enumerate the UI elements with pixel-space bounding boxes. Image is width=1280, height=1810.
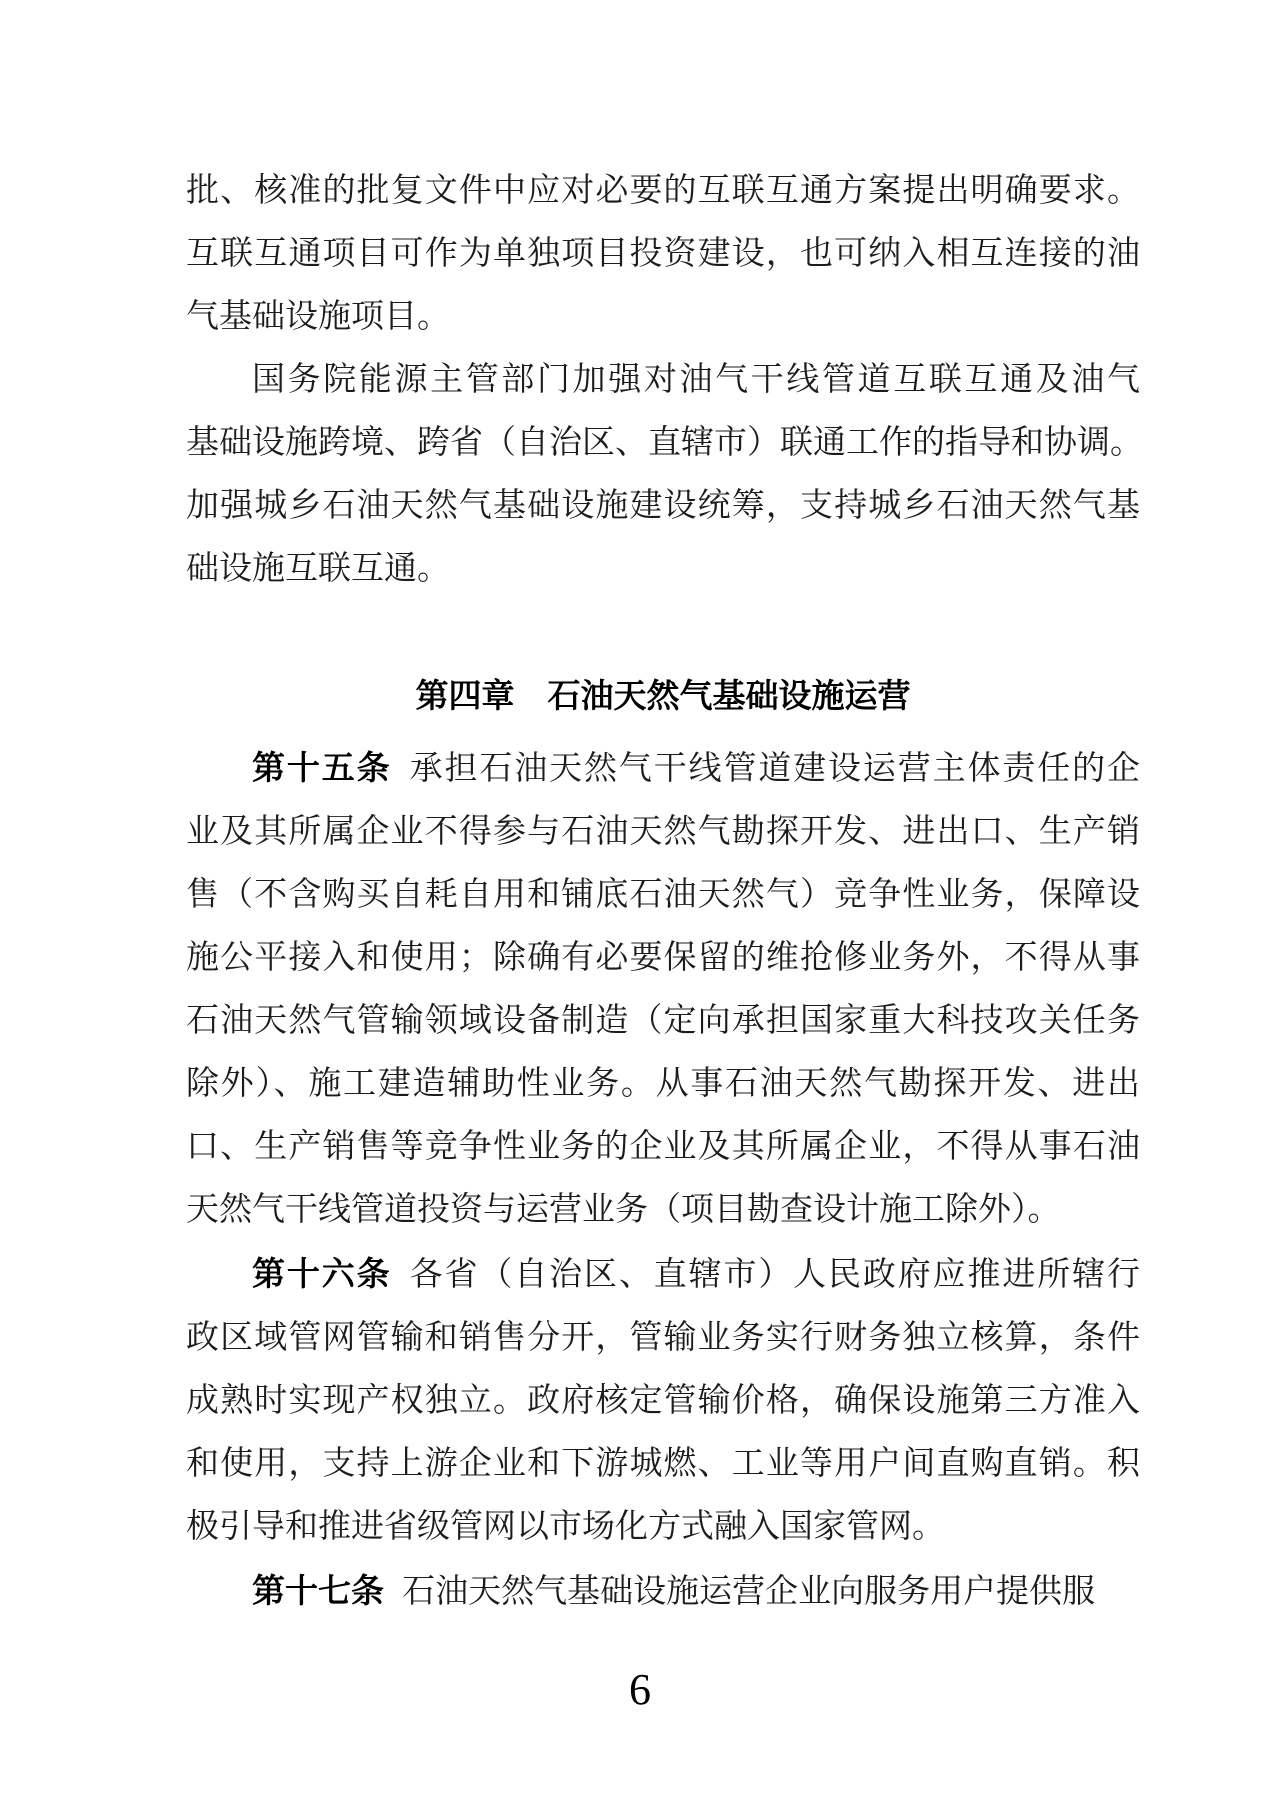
text-line: 础设施互联互通。 <box>186 551 450 587</box>
page-number: 6 <box>629 1665 651 1714</box>
text-line: 基础设施跨境、跨省（自治区、直辖市）联通工作的指导和协调。 <box>186 425 1143 461</box>
text-line: 极引导和推进省级管网以市场化方式融入国家管网。 <box>186 1509 945 1545</box>
chapter-heading: 第四章 石油天然气基础设施运营 <box>415 677 911 714</box>
text-line: 和使用，支持上游企业和下游城燃、工业等用户间直购直销。积 <box>186 1446 1140 1482</box>
article-first-line: 第十五条 承担石油天然气干线管道建设运营主体责任的企 <box>252 749 1141 787</box>
page-footer <box>0 1665 1280 1714</box>
text-line: 政区域管网管输和销售分开，管输业务实行财务独立核算，条件 <box>186 1320 1140 1356</box>
text-line: 气基础设施项目。 <box>186 299 450 335</box>
article-number: 第十五条 <box>252 749 392 786</box>
text-line: 天然气干线管道投资与运营业务（项目勘查设计施工除外）。 <box>186 1192 1061 1228</box>
text-line: 加强城乡石油天然气基础设施建设统筹，支持城乡石油天然气基 <box>186 488 1140 524</box>
text-line: 除外）、施工建造辅助性业务。从事石油天然气勘探开发、进出 <box>186 1066 1140 1102</box>
text-line: 国务院能源主管部门加强对油气干线管道互联互通及油气 <box>252 362 1140 398</box>
text-line: 业及其所属企业不得参与石油天然气勘探开发、进出口、生产销 <box>186 814 1140 850</box>
text-line: 批、核准的批复文件中应对必要的互联互通方案提出明确要求。 <box>186 173 1140 209</box>
article-first-line: 第十六条 各省（自治区、直辖市）人民政府应推进所辖行 <box>252 1255 1141 1293</box>
text-line: 口、生产销售等竞争性业务的企业及其所属企业，不得从事石油 <box>186 1129 1140 1165</box>
document-body <box>186 160 1143 1624</box>
text-line: 石油天然气管输领域设备制造（定向承担国家重大科技攻关任务 <box>186 1003 1140 1039</box>
text-line: 施公平接入和使用；除确有必要保留的维抢修业务外，不得从事 <box>186 940 1140 976</box>
article-number: 第十七条 <box>252 1572 384 1609</box>
text-line: 成熟时实现产权独立。政府核定管输价格，确保设施第三方准入 <box>186 1383 1140 1419</box>
article-first-line: 第十七条 石油天然气基础设施运营企业向服务用户提供服 <box>252 1572 1096 1610</box>
text-line: 互联互通项目可作为单独项目投资建设，也可纳入相互连接的油 <box>186 236 1140 272</box>
article-number: 第十六条 <box>252 1255 392 1292</box>
text-line: 售（不含购买自耗自用和铺底石油天然气）竞争性业务，保障设 <box>186 877 1140 913</box>
